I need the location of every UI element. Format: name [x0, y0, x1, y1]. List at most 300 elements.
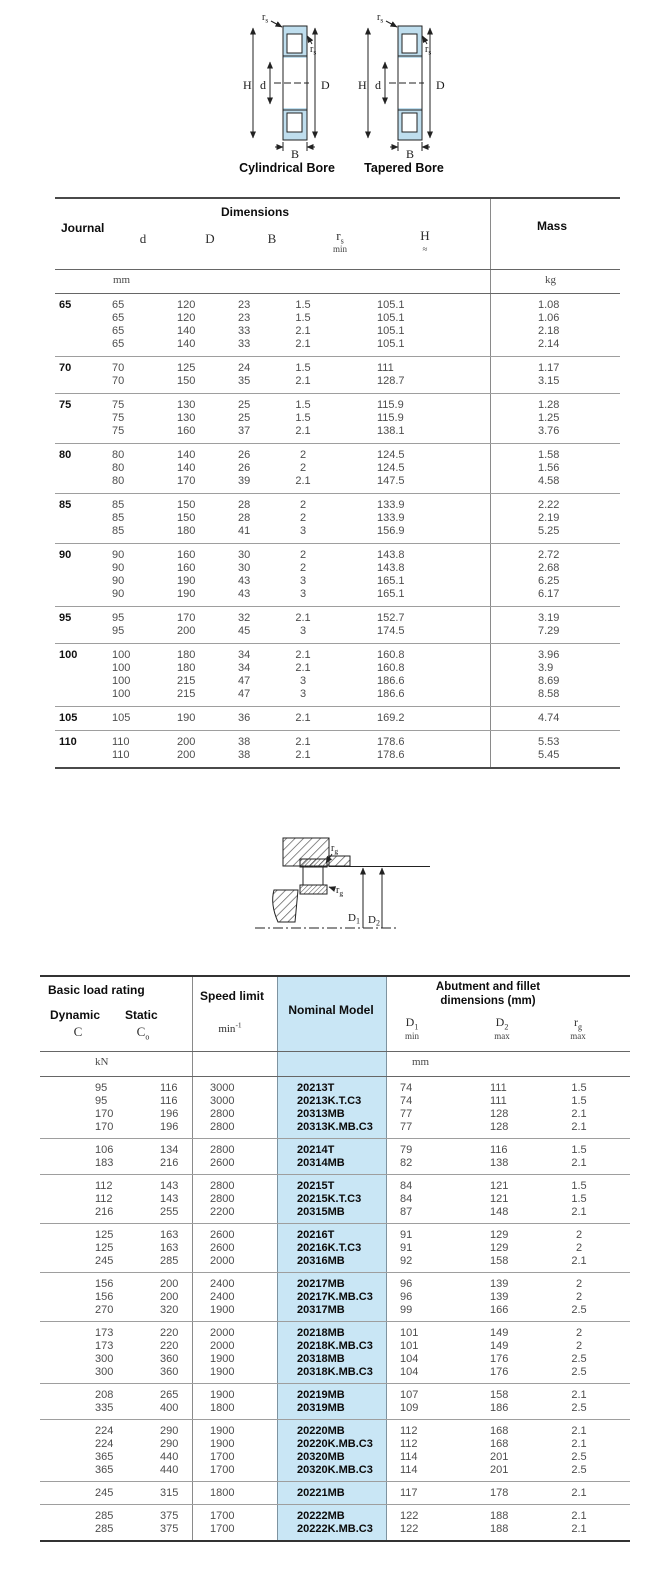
cell: 2.5	[571, 1464, 587, 1476]
cell: 2800	[210, 1121, 235, 1133]
cell: 65	[112, 325, 125, 337]
cell: 20215T	[297, 1180, 335, 1192]
cell: 2.1	[295, 425, 311, 437]
cell: 270	[95, 1304, 114, 1316]
cell: 95	[95, 1082, 108, 1094]
cell: 133.9	[377, 512, 405, 524]
table-row	[40, 1389, 630, 1402]
cell: 114	[400, 1451, 418, 1463]
cell: 39	[238, 475, 251, 487]
cell: 105.1	[377, 325, 405, 337]
cell: 7.29	[538, 625, 560, 637]
cell: 20318K.MB.C3	[297, 1366, 373, 1378]
table-group	[40, 1077, 630, 1138]
cell: 3	[299, 588, 307, 600]
cell: 1700	[210, 1523, 235, 1535]
cell: 3.96	[538, 649, 560, 661]
journal-value: 80	[59, 449, 72, 461]
cell: 2800	[210, 1193, 235, 1205]
static-header: Static	[125, 1008, 158, 1022]
table-row	[55, 462, 620, 475]
cell: 34	[238, 662, 251, 674]
cell: 74	[400, 1082, 413, 1094]
table-row	[40, 1402, 630, 1415]
dimensions-table-body	[55, 294, 620, 769]
cell: 2.1	[295, 325, 311, 337]
cell: 95	[95, 1095, 108, 1107]
cell: 77	[400, 1108, 413, 1120]
cell: 3000	[210, 1082, 235, 1094]
cell: 163	[160, 1229, 179, 1241]
cell: 112	[95, 1180, 113, 1192]
cell: 166	[490, 1304, 509, 1316]
cell: 2	[299, 499, 307, 511]
cell: 116	[490, 1144, 508, 1156]
rg-label-mid: $r_g$	[336, 885, 344, 898]
cell: 190	[177, 712, 196, 724]
cell: 290	[160, 1425, 179, 1437]
cell: 1900	[210, 1304, 235, 1316]
cell: 173	[95, 1340, 114, 1352]
table-row	[40, 1366, 630, 1379]
cell: 1.25	[538, 412, 560, 424]
cell: 178	[490, 1487, 509, 1499]
cell: 190	[177, 588, 196, 600]
col-header-H-approx: ≈	[422, 244, 428, 254]
cell: 47	[238, 688, 251, 700]
cell: 4.74	[538, 712, 560, 724]
cell: 150	[177, 499, 196, 511]
journal-value: 85	[59, 499, 72, 511]
cell: 1900	[210, 1366, 235, 1378]
cell: 170	[95, 1121, 114, 1133]
journal-value: 105	[59, 712, 78, 724]
col-header-rs-min: min	[332, 244, 348, 254]
cell: 2.18	[538, 325, 560, 337]
cell: 20221MB	[297, 1487, 345, 1499]
table-row	[55, 562, 620, 575]
basic-load-rating-header: Basic load rating	[48, 983, 145, 997]
cell: 2.1	[571, 1108, 587, 1120]
cell: 1.5	[571, 1082, 587, 1094]
cell: 2.1	[571, 1255, 587, 1267]
tapered-bore-caption: Tapered Bore	[364, 161, 444, 175]
cell: 2.1	[571, 1425, 587, 1437]
cell: 139	[490, 1278, 509, 1290]
cylindrical-bore-diagram	[243, 12, 330, 160]
width-label: B	[406, 147, 415, 160]
journal-header: Journal	[61, 221, 105, 235]
cell: 20316MB	[297, 1255, 345, 1267]
cell: 125	[95, 1229, 114, 1241]
cell: 2.1	[295, 649, 311, 661]
cell: 121	[490, 1193, 509, 1205]
cell: 20222K.MB.C3	[297, 1523, 373, 1535]
table-row	[40, 1242, 630, 1255]
cell: 90	[112, 549, 125, 561]
cell: 20217K.MB.C3	[297, 1291, 373, 1303]
journal-value: 95	[59, 612, 72, 624]
cell: 2.22	[538, 499, 560, 511]
table-group	[40, 1223, 630, 1272]
cell: 90	[112, 575, 125, 587]
cell: 224	[95, 1425, 114, 1437]
width-label: B	[291, 147, 300, 160]
cell: 6.25	[538, 575, 560, 587]
table-group	[55, 543, 620, 606]
cell: 20319MB	[297, 1402, 345, 1414]
cell: 79	[400, 1144, 413, 1156]
cell: 1800	[210, 1402, 235, 1414]
cell: 165.1	[377, 588, 405, 600]
cell: 105.1	[377, 312, 405, 324]
table-row	[55, 662, 620, 675]
table-row	[40, 1510, 630, 1523]
cell: 1.5	[571, 1193, 587, 1205]
cell: 158	[490, 1389, 509, 1401]
rs-label-side: $r_s$	[310, 44, 317, 57]
table-group	[55, 493, 620, 543]
cell: 65	[112, 312, 125, 324]
table-row	[40, 1327, 630, 1340]
cell: 25	[238, 412, 251, 424]
cell: 115.9	[377, 399, 404, 411]
units-kn: kN	[95, 1056, 109, 1068]
cell: 2.5	[571, 1402, 587, 1414]
table-row	[55, 612, 620, 625]
cell: 400	[160, 1402, 179, 1414]
cell: 180	[177, 525, 196, 537]
cell: 178.6	[377, 736, 405, 748]
cell: 112	[400, 1425, 418, 1437]
cell: 1.5	[295, 412, 311, 424]
cell: 100	[112, 688, 131, 700]
cell: 2800	[210, 1144, 235, 1156]
cell: 85	[112, 525, 125, 537]
cell: 168	[490, 1425, 509, 1437]
units-mm: mm	[113, 274, 131, 286]
cell: 33	[238, 325, 251, 337]
dimensions-header: Dimensions	[220, 205, 290, 219]
table-row	[40, 1425, 630, 1438]
dynamic-header: Dynamic	[50, 1008, 101, 1022]
cell: 112	[400, 1438, 418, 1450]
cell: 1700	[210, 1451, 235, 1463]
cell: 2000	[210, 1340, 235, 1352]
cell: 1.5	[295, 299, 311, 311]
cell: 152.7	[377, 612, 405, 624]
cell: 138	[490, 1157, 509, 1169]
cell: 1700	[210, 1464, 235, 1476]
abutment-diagram	[240, 808, 440, 940]
cell: 1900	[210, 1353, 235, 1365]
cell: 201	[490, 1464, 509, 1476]
cell: 200	[177, 736, 196, 748]
cell: 105.1	[377, 299, 405, 311]
cell: 20216K.T.C3	[297, 1242, 362, 1254]
cell: 200	[160, 1291, 179, 1303]
cell: 128	[490, 1121, 509, 1133]
cell: 2.1	[295, 475, 311, 487]
cell: 150	[177, 375, 196, 387]
h-label: H	[358, 78, 367, 92]
cell: 215	[177, 675, 196, 687]
cell: 34	[238, 649, 251, 661]
rs-label-side: $r_s$	[425, 44, 432, 57]
cell: 80	[112, 475, 125, 487]
cell: 2000	[210, 1255, 235, 1267]
cell: 1900	[210, 1389, 235, 1401]
cell: 35	[238, 375, 251, 387]
table-row	[40, 1451, 630, 1464]
cell: 150	[177, 512, 196, 524]
cell: 117	[400, 1487, 418, 1499]
cell: 290	[160, 1438, 179, 1450]
cell: 1.5	[571, 1095, 587, 1107]
cell: 216	[160, 1157, 179, 1169]
cell: 65	[112, 338, 125, 350]
cell: 101	[400, 1327, 419, 1339]
table-row	[55, 412, 620, 425]
cell: 129	[490, 1229, 509, 1241]
cell: 3000	[210, 1095, 235, 1107]
cell: 440	[160, 1451, 179, 1463]
cell: 186.6	[377, 688, 405, 700]
cell: 20216T	[297, 1229, 335, 1241]
cell: 122	[400, 1510, 419, 1522]
cell: 138.1	[377, 425, 405, 437]
cell: 96	[400, 1278, 413, 1290]
cell: 90	[112, 588, 125, 600]
abutment-header-line1: Abutment and fillet	[435, 981, 541, 993]
table-row	[55, 749, 620, 762]
cell: 129	[490, 1242, 509, 1254]
table-group	[40, 1138, 630, 1174]
cell: 2	[575, 1340, 583, 1352]
cell: 20213T	[297, 1082, 335, 1094]
cell: 2.1	[295, 375, 311, 387]
inner-ring-section	[300, 885, 327, 894]
cell: 186.6	[377, 675, 405, 687]
cell: 160	[177, 549, 196, 561]
table-group	[40, 1383, 630, 1419]
table-group	[40, 1272, 630, 1321]
cell: 43	[238, 588, 251, 600]
cell: 2.1	[295, 662, 311, 674]
cell: 176	[490, 1353, 509, 1365]
cell: 85	[112, 512, 125, 524]
cell: 37	[238, 425, 251, 437]
cell: 2	[575, 1229, 583, 1241]
cell: 300	[95, 1353, 114, 1365]
table-row	[55, 499, 620, 512]
cell: 1700	[210, 1510, 235, 1522]
table-row	[55, 312, 620, 325]
cell: 128	[490, 1108, 509, 1120]
table-row	[55, 588, 620, 601]
cell: 104	[400, 1353, 419, 1365]
cell: 128.7	[377, 375, 405, 387]
cell: 174.5	[377, 625, 405, 637]
cell: 77	[400, 1121, 413, 1133]
cell: 114	[400, 1464, 418, 1476]
cell: 2	[575, 1242, 583, 1254]
cell: 24	[238, 362, 251, 374]
cell: 188	[490, 1523, 509, 1535]
d2-label: $D_2$	[368, 914, 380, 928]
cell: 170	[177, 612, 196, 624]
cell: 220	[160, 1327, 179, 1339]
cell: 160.8	[377, 662, 405, 674]
dimensions-table-header	[55, 199, 620, 270]
cell: 2.14	[538, 338, 560, 350]
cell: 2400	[210, 1278, 235, 1290]
cell: 216	[95, 1206, 114, 1218]
cell: 80	[112, 449, 125, 461]
cell: 1.5	[571, 1180, 587, 1192]
col-header-rs: $r_s$	[336, 228, 344, 246]
cell: 315	[160, 1487, 179, 1499]
cell: 2600	[210, 1157, 235, 1169]
cell: 2.5	[571, 1366, 587, 1378]
cell: 2800	[210, 1180, 235, 1192]
cell: 20313MB	[297, 1108, 345, 1120]
cell: 360	[160, 1366, 179, 1378]
cell: 20220K.MB.C3	[297, 1438, 373, 1450]
cell: 100	[112, 675, 131, 687]
table-group	[40, 1504, 630, 1540]
cell: 20214T	[297, 1144, 335, 1156]
cell: 43	[238, 575, 251, 587]
cell: 8.69	[538, 675, 560, 687]
col-header-rg-max: max	[570, 1031, 586, 1041]
cell: 112	[95, 1193, 113, 1205]
cell: 25	[238, 399, 251, 411]
cell: 2.1	[295, 712, 311, 724]
cell: 156.9	[377, 525, 405, 537]
table-row	[55, 575, 620, 588]
cell: 125	[177, 362, 196, 374]
cell: 2.1	[571, 1206, 587, 1218]
table-row	[40, 1108, 630, 1121]
cell: 168	[490, 1438, 509, 1450]
cell: 26	[238, 462, 251, 474]
cell: 169.2	[377, 712, 405, 724]
units-mm: mm	[412, 1056, 430, 1068]
cell: 170	[177, 475, 196, 487]
table-row	[55, 299, 620, 312]
cell: 1.08	[538, 299, 560, 311]
roller-section	[303, 867, 323, 885]
cell: 111	[490, 1095, 507, 1107]
cell: 375	[160, 1523, 179, 1535]
cell: 116	[160, 1082, 178, 1094]
table-row	[40, 1291, 630, 1304]
col-header-D2-max: max	[494, 1031, 510, 1041]
table-row	[55, 675, 620, 688]
cell: 285	[95, 1510, 114, 1522]
cell: 111	[490, 1082, 507, 1094]
cell: 2.1	[295, 612, 311, 624]
table-row	[55, 688, 620, 701]
cell: 70	[112, 362, 125, 374]
cell: 3	[299, 575, 307, 587]
cell: 100	[112, 649, 131, 661]
col-header-D1: $D_1$	[405, 1015, 419, 1032]
cell: 165.1	[377, 575, 405, 587]
table-row	[55, 525, 620, 538]
table-row	[40, 1082, 630, 1095]
cell: 109	[400, 1402, 419, 1414]
cell: 440	[160, 1464, 179, 1476]
cell: 186	[490, 1402, 509, 1414]
cell: 365	[95, 1464, 114, 1476]
speed-unit: $\min^{-1}$	[218, 1020, 242, 1035]
table-row	[40, 1144, 630, 1157]
cell: 70	[112, 375, 125, 387]
table-row	[40, 1353, 630, 1366]
cell: 115.9	[377, 412, 404, 424]
table-row	[55, 736, 620, 749]
cell: 20219MB	[297, 1389, 345, 1401]
cell: 20313K.MB.C3	[297, 1121, 373, 1133]
cell: 84	[400, 1180, 413, 1192]
cell: 8.58	[538, 688, 560, 700]
cell: 2.1	[571, 1389, 587, 1401]
load-table-header	[40, 977, 630, 1052]
cell: 32	[238, 612, 251, 624]
cell: 320	[160, 1304, 179, 1316]
cell: 1800	[210, 1487, 235, 1499]
cell: 105.1	[377, 338, 405, 350]
units-kg: kg	[545, 274, 556, 286]
cell: 20215K.T.C3	[297, 1193, 362, 1205]
cell: 20222MB	[297, 1510, 345, 1522]
cell: 28	[238, 499, 251, 511]
cell: 1.17	[538, 362, 560, 374]
table-row	[55, 399, 620, 412]
cell: 196	[160, 1108, 179, 1120]
cell: 101	[400, 1340, 419, 1352]
cell: 2.19	[538, 512, 560, 524]
cell: 91	[400, 1229, 413, 1241]
tapered-bore-diagram	[358, 12, 445, 160]
table-row	[40, 1193, 630, 1206]
cell: 20320K.MB.C3	[297, 1464, 373, 1476]
cell: 2	[299, 512, 307, 524]
cell: 130	[177, 412, 196, 424]
cell: 120	[177, 299, 196, 311]
cell: 20318MB	[297, 1353, 345, 1365]
cell: 116	[160, 1095, 178, 1107]
cell: 45	[238, 625, 251, 637]
d1-label: $D_1$	[348, 912, 360, 926]
cell: 106	[95, 1144, 114, 1156]
cell: 2	[575, 1327, 583, 1339]
cell: 2600	[210, 1242, 235, 1254]
journal-value: 75	[59, 399, 72, 411]
cell: 6.17	[538, 588, 560, 600]
cell: 143.8	[377, 562, 405, 574]
cell: 160	[177, 562, 196, 574]
table-group	[55, 393, 620, 443]
cell: 30	[238, 562, 251, 574]
table-row	[55, 375, 620, 388]
cell: 220	[160, 1340, 179, 1352]
cell: 143	[160, 1180, 179, 1192]
cell: 1.56	[538, 462, 560, 474]
cell: 1.5	[295, 399, 311, 411]
